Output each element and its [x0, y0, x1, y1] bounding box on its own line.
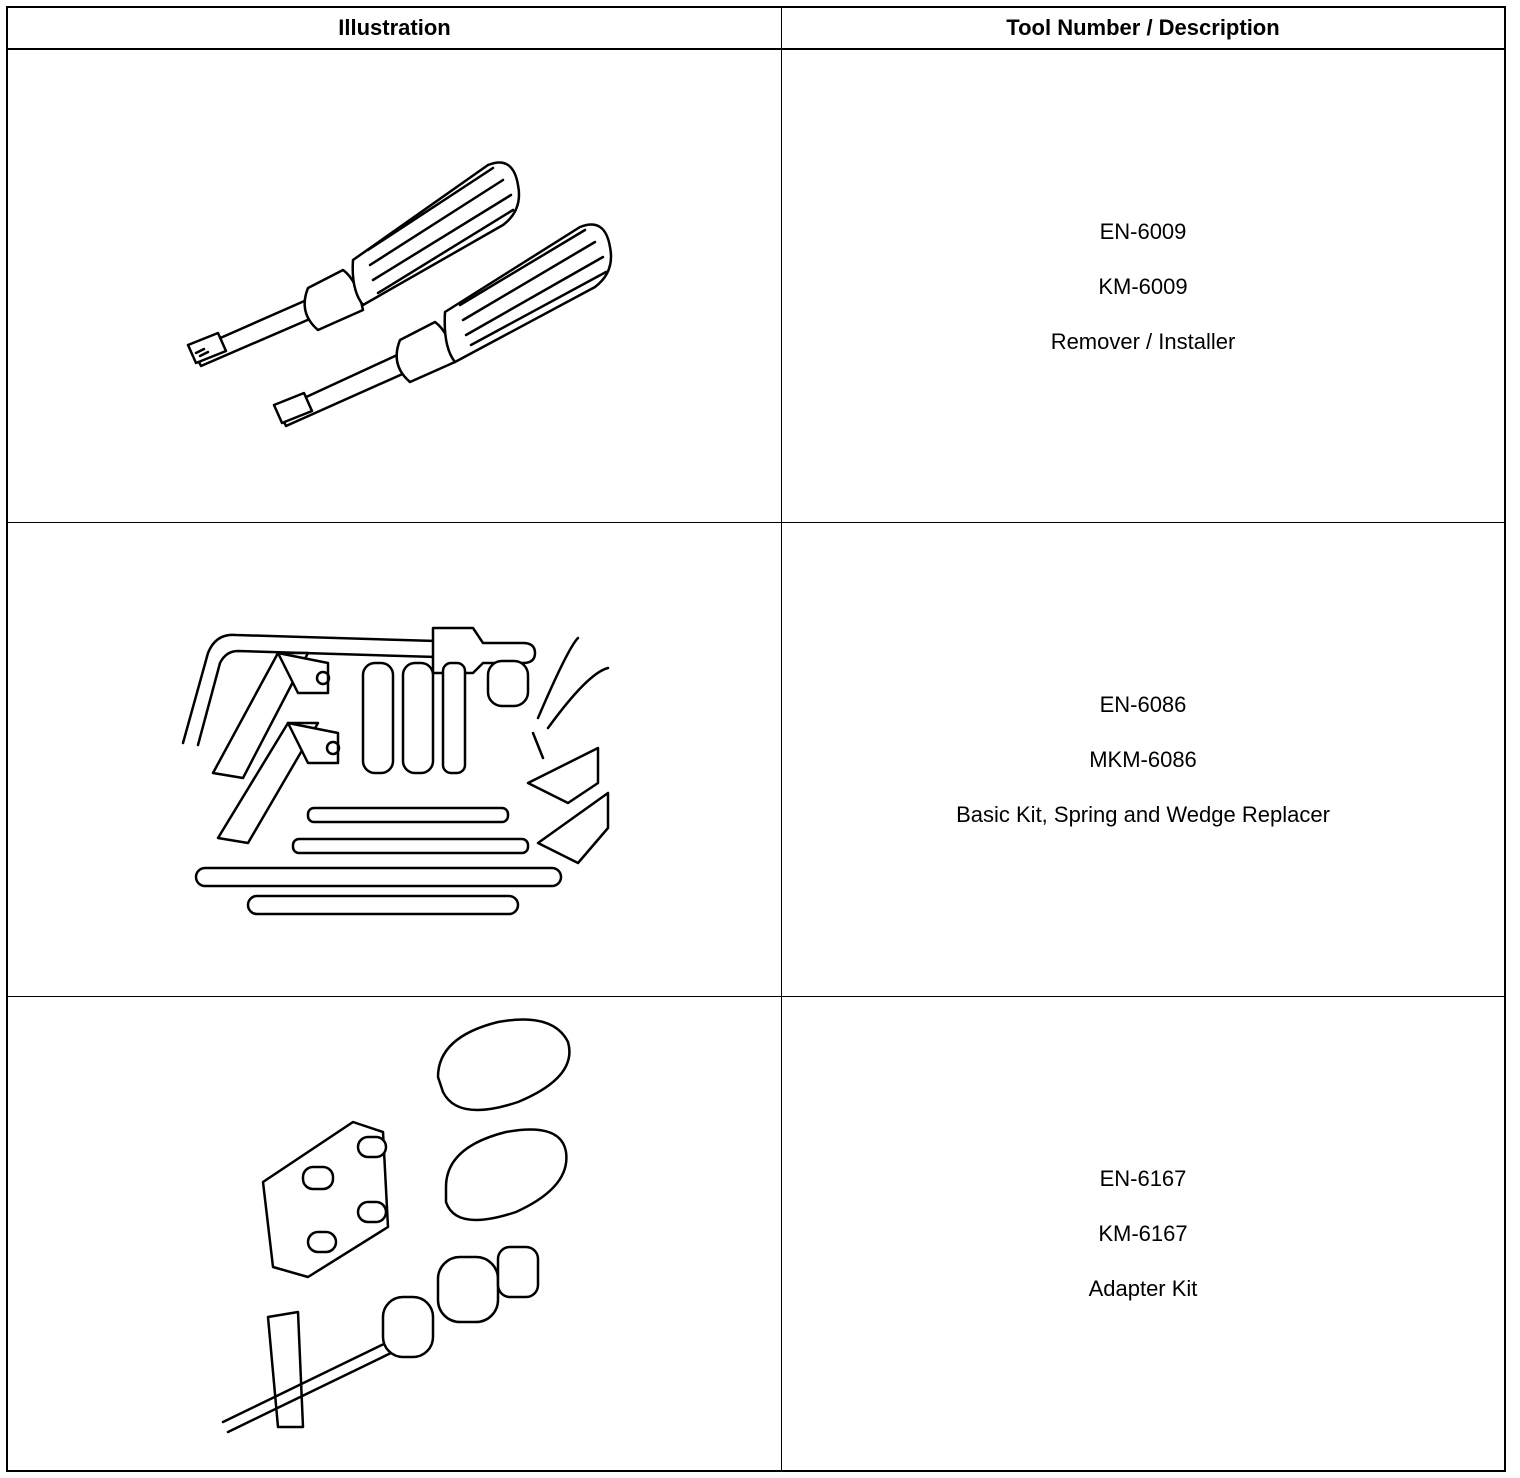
spring-wedge-kit-icon — [8, 523, 782, 997]
table-row — [8, 50, 1504, 522]
adapter-kit-icon — [8, 997, 782, 1471]
table-row — [8, 996, 1504, 1470]
tool-number-en: EN-6167 — [1099, 1166, 1187, 1191]
illustration-cell — [8, 997, 782, 1470]
tool-number-km: KM-6009 — [1098, 273, 1188, 299]
table-row — [8, 522, 1504, 996]
header-illustration: Illustration — [8, 8, 782, 50]
tool-number-en: EN-6086 — [1099, 692, 1187, 717]
illustration-cell — [8, 523, 782, 996]
tool-number-km: KM-6167 — [1098, 1221, 1188, 1246]
header-tool-description: Tool Number / Description — [782, 8, 1504, 50]
tool-description-cell — [782, 523, 1504, 996]
tool-description-cell — [782, 997, 1504, 1470]
tool-description: Basic Kit, Spring and Wedge Replacer — [956, 802, 1330, 827]
illustration-cell — [8, 50, 782, 522]
screwdriver-pair-icon — [8, 50, 782, 522]
special-tools-table — [6, 6, 1506, 1472]
tool-number-mkm: MKM-6086 — [1089, 747, 1197, 772]
tool-description: Adapter Kit — [1088, 1276, 1198, 1301]
tool-number-en: EN-6009 — [1099, 218, 1187, 244]
tool-description-cell — [782, 50, 1504, 522]
tool-description: Remover / Installer — [1050, 328, 1236, 354]
